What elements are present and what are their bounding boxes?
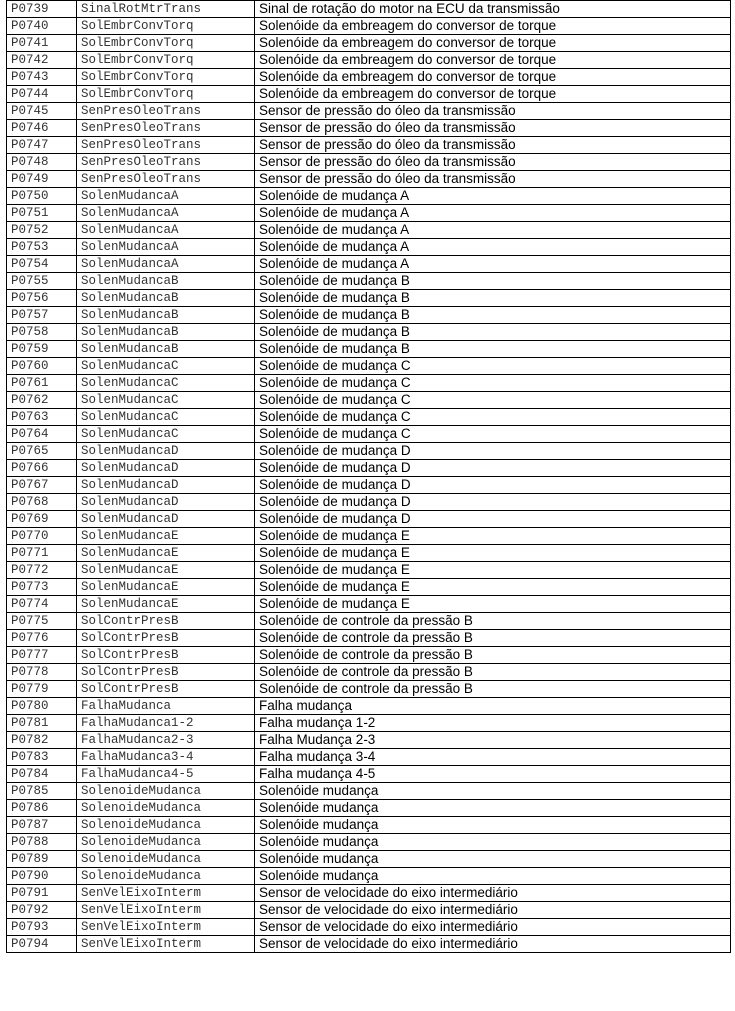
dtc-description-cell: Sensor de velocidade do eixo intermediário	[255, 936, 731, 953]
table-row	[7, 69, 731, 86]
dtc-code-cell: P0747	[7, 137, 77, 154]
table-row	[7, 188, 731, 205]
table-row	[7, 511, 731, 528]
dtc-code-cell: P0775	[7, 613, 77, 630]
dtc-abbreviation-cell: SolenMudancaE	[77, 596, 255, 613]
dtc-code-cell: P0784	[7, 766, 77, 783]
table-row	[7, 579, 731, 596]
dtc-description-cell: Solenóide de mudança C	[255, 358, 731, 375]
dtc-abbreviation-cell: SenPresOleoTrans	[77, 120, 255, 137]
dtc-code-cell: P0754	[7, 256, 77, 273]
dtc-abbreviation-cell: SenVelEixoInterm	[77, 936, 255, 953]
dtc-description-cell: Solenóide da embreagem do conversor de torque	[255, 18, 731, 35]
dtc-description-cell: Solenóide de mudança E	[255, 545, 731, 562]
dtc-description-cell: Solenóide mudança	[255, 800, 731, 817]
table-row	[7, 273, 731, 290]
dtc-abbreviation-cell: SolenMudancaC	[77, 392, 255, 409]
dtc-description-cell: Sensor de pressão do óleo da transmissão	[255, 171, 731, 188]
dtc-code-cell: P0759	[7, 341, 77, 358]
dtc-abbreviation-cell: SolContrPresB	[77, 647, 255, 664]
dtc-code-cell: P0761	[7, 375, 77, 392]
table-row	[7, 477, 731, 494]
dtc-code-cell: P0771	[7, 545, 77, 562]
dtc-abbreviation-cell: SolenMudancaE	[77, 579, 255, 596]
dtc-description-cell: Solenóide de mudança D	[255, 443, 731, 460]
dtc-code-cell: P0760	[7, 358, 77, 375]
dtc-code-cell: P0740	[7, 18, 77, 35]
dtc-code-cell: P0756	[7, 290, 77, 307]
table-row	[7, 817, 731, 834]
dtc-description-cell: Solenóide mudança	[255, 851, 731, 868]
table-row	[7, 154, 731, 171]
dtc-description-cell: Falha mudança 1-2	[255, 715, 731, 732]
dtc-description-cell: Solenóide de controle da pressão B	[255, 664, 731, 681]
dtc-code-cell: P0781	[7, 715, 77, 732]
dtc-abbreviation-cell: SenVelEixoInterm	[77, 902, 255, 919]
dtc-code-cell: P0786	[7, 800, 77, 817]
dtc-abbreviation-cell: SolenoideMudanca	[77, 868, 255, 885]
dtc-code-cell: P0757	[7, 307, 77, 324]
dtc-description-cell: Solenóide de mudança D	[255, 494, 731, 511]
dtc-code-cell: P0763	[7, 409, 77, 426]
dtc-abbreviation-cell: SenVelEixoInterm	[77, 885, 255, 902]
dtc-description-cell: Sensor de velocidade do eixo intermediário	[255, 885, 731, 902]
dtc-description-cell: Solenóide mudança	[255, 783, 731, 800]
dtc-description-cell: Solenóide de mudança B	[255, 290, 731, 307]
table-row	[7, 171, 731, 188]
dtc-code-cell: P0743	[7, 69, 77, 86]
dtc-abbreviation-cell: SolenoideMudanca	[77, 800, 255, 817]
dtc-code-cell: P0787	[7, 817, 77, 834]
dtc-description-cell: Solenóide de mudança A	[255, 239, 731, 256]
dtc-description-cell: Solenóide de mudança B	[255, 324, 731, 341]
table-row	[7, 239, 731, 256]
dtc-abbreviation-cell: SolenMudancaC	[77, 409, 255, 426]
dtc-abbreviation-cell: SolContrPresB	[77, 681, 255, 698]
dtc-abbreviation-cell: SolenMudancaB	[77, 324, 255, 341]
dtc-description-cell: Solenóide da embreagem do conversor de torque	[255, 52, 731, 69]
dtc-description-cell: Solenóide mudança	[255, 868, 731, 885]
dtc-abbreviation-cell: SolContrPresB	[77, 664, 255, 681]
dtc-abbreviation-cell: SolContrPresB	[77, 613, 255, 630]
table-row	[7, 222, 731, 239]
dtc-abbreviation-cell: SolenMudancaC	[77, 426, 255, 443]
dtc-description-cell: Solenóide de mudança E	[255, 579, 731, 596]
dtc-description-cell: Solenóide de mudança E	[255, 596, 731, 613]
dtc-abbreviation-cell: SolenMudancaA	[77, 239, 255, 256]
table-row	[7, 902, 731, 919]
table-row	[7, 494, 731, 511]
dtc-code-cell: P0739	[7, 1, 77, 18]
dtc-abbreviation-cell: FalhaMudanca3-4	[77, 749, 255, 766]
table-row	[7, 783, 731, 800]
dtc-description-cell: Solenóide de mudança B	[255, 341, 731, 358]
table-row	[7, 358, 731, 375]
dtc-abbreviation-cell: SolenMudancaB	[77, 273, 255, 290]
dtc-description-cell: Solenóide de mudança A	[255, 205, 731, 222]
dtc-abbreviation-cell: SolenMudancaD	[77, 443, 255, 460]
table-row	[7, 52, 731, 69]
table-row	[7, 324, 731, 341]
table-row	[7, 86, 731, 103]
dtc-description-cell: Solenóide de mudança A	[255, 256, 731, 273]
dtc-abbreviation-cell: SolenMudancaD	[77, 494, 255, 511]
dtc-abbreviation-cell: SolEmbrConvTorq	[77, 86, 255, 103]
dtc-code-cell: P0751	[7, 205, 77, 222]
table-row	[7, 596, 731, 613]
table-row	[7, 919, 731, 936]
dtc-abbreviation-cell: SolenMudancaE	[77, 562, 255, 579]
dtc-description-cell: Solenóide de controle da pressão B	[255, 647, 731, 664]
dtc-abbreviation-cell: SolEmbrConvTorq	[77, 69, 255, 86]
dtc-code-cell: P0792	[7, 902, 77, 919]
dtc-abbreviation-cell: SenPresOleoTrans	[77, 154, 255, 171]
dtc-code-cell: P0762	[7, 392, 77, 409]
dtc-code-cell: P0789	[7, 851, 77, 868]
table-row	[7, 205, 731, 222]
dtc-code-cell: P0776	[7, 630, 77, 647]
dtc-code-cell: P0741	[7, 35, 77, 52]
dtc-abbreviation-cell: SolContrPresB	[77, 630, 255, 647]
table-row	[7, 392, 731, 409]
dtc-description-cell: Solenóide de mudança C	[255, 426, 731, 443]
dtc-code-cell: P0752	[7, 222, 77, 239]
dtc-abbreviation-cell: SolenMudancaD	[77, 460, 255, 477]
dtc-abbreviation-cell: SolenMudancaA	[77, 256, 255, 273]
dtc-description-cell: Solenóide de mudança D	[255, 511, 731, 528]
table-row	[7, 256, 731, 273]
dtc-code-cell: P0765	[7, 443, 77, 460]
table-row	[7, 1, 731, 18]
table-row	[7, 800, 731, 817]
table-row	[7, 443, 731, 460]
table-row	[7, 409, 731, 426]
dtc-code-cell: P0755	[7, 273, 77, 290]
table-row	[7, 698, 731, 715]
dtc-description-cell: Solenóide de mudança D	[255, 460, 731, 477]
dtc-description-cell: Solenóide da embreagem do conversor de torque	[255, 69, 731, 86]
dtc-code-cell: P0774	[7, 596, 77, 613]
dtc-abbreviation-cell: SinalRotMtrTrans	[77, 1, 255, 18]
table-row	[7, 868, 731, 885]
dtc-abbreviation-cell: SolenMudancaD	[77, 511, 255, 528]
dtc-abbreviation-cell: SolenoideMudanca	[77, 834, 255, 851]
table-row	[7, 647, 731, 664]
dtc-description-cell: Falha Mudança 2-3	[255, 732, 731, 749]
dtc-code-cell: P0783	[7, 749, 77, 766]
dtc-description-cell: Falha mudança	[255, 698, 731, 715]
table-row	[7, 545, 731, 562]
dtc-abbreviation-cell: SolenMudancaB	[77, 307, 255, 324]
dtc-abbreviation-cell: SolenoideMudanca	[77, 817, 255, 834]
dtc-description-cell: Solenóide de mudança B	[255, 307, 731, 324]
dtc-description-cell: Sensor de pressão do óleo da transmissão	[255, 137, 731, 154]
dtc-description-cell: Solenóide mudança	[255, 834, 731, 851]
table-row	[7, 426, 731, 443]
dtc-abbreviation-cell: SolenoideMudanca	[77, 851, 255, 868]
dtc-code-cell: P0778	[7, 664, 77, 681]
dtc-description-cell: Solenóide mudança	[255, 817, 731, 834]
dtc-code-cell: P0780	[7, 698, 77, 715]
dtc-code-cell: P0791	[7, 885, 77, 902]
table-row	[7, 715, 731, 732]
dtc-abbreviation-cell: FalhaMudanca2-3	[77, 732, 255, 749]
dtc-code-cell: P0744	[7, 86, 77, 103]
dtc-description-cell: Solenóide da embreagem do conversor de torque	[255, 86, 731, 103]
table-row	[7, 936, 731, 953]
dtc-code-cell: P0793	[7, 919, 77, 936]
dtc-abbreviation-cell: SolenMudancaC	[77, 358, 255, 375]
dtc-code-cell: P0770	[7, 528, 77, 545]
table-row	[7, 681, 731, 698]
dtc-description-cell: Solenóide de mudança E	[255, 528, 731, 545]
dtc-description-cell: Sensor de pressão do óleo da transmissão	[255, 154, 731, 171]
dtc-description-cell: Sinal de rotação do motor na ECU da transmissão	[255, 1, 731, 18]
dtc-description-cell: Sensor de pressão do óleo da transmissão	[255, 120, 731, 137]
dtc-code-cell: P0788	[7, 834, 77, 851]
dtc-description-cell: Solenóide de mudança C	[255, 392, 731, 409]
dtc-abbreviation-cell: SolEmbrConvTorq	[77, 18, 255, 35]
table-row	[7, 460, 731, 477]
table-row	[7, 749, 731, 766]
dtc-description-cell: Solenóide de mudança C	[255, 409, 731, 426]
dtc-code-cell: P0758	[7, 324, 77, 341]
dtc-code-cell: P0769	[7, 511, 77, 528]
dtc-abbreviation-cell: SolenMudancaA	[77, 222, 255, 239]
table-row	[7, 18, 731, 35]
table-row	[7, 103, 731, 120]
dtc-code-cell: P0750	[7, 188, 77, 205]
dtc-description-cell: Solenóide de controle da pressão B	[255, 613, 731, 630]
dtc-code-cell: P0748	[7, 154, 77, 171]
dtc-abbreviation-cell: SolenMudancaA	[77, 205, 255, 222]
dtc-code-cell: P0746	[7, 120, 77, 137]
table-row	[7, 290, 731, 307]
dtc-code-cell: P0767	[7, 477, 77, 494]
dtc-description-cell: Solenóide de mudança A	[255, 188, 731, 205]
dtc-abbreviation-cell: SenVelEixoInterm	[77, 919, 255, 936]
dtc-abbreviation-cell: FalhaMudanca1-2	[77, 715, 255, 732]
dtc-abbreviation-cell: FalhaMudanca4-5	[77, 766, 255, 783]
dtc-description-cell: Solenóide de mudança A	[255, 222, 731, 239]
table-row	[7, 35, 731, 52]
dtc-code-cell: P0764	[7, 426, 77, 443]
table-row	[7, 732, 731, 749]
dtc-abbreviation-cell: SolEmbrConvTorq	[77, 35, 255, 52]
dtc-code-cell: P0782	[7, 732, 77, 749]
dtc-description-cell: Falha mudança 3-4	[255, 749, 731, 766]
dtc-description-cell: Solenóide de controle da pressão B	[255, 681, 731, 698]
dtc-code-cell: P0742	[7, 52, 77, 69]
dtc-code-cell: P0777	[7, 647, 77, 664]
table-row	[7, 613, 731, 630]
dtc-abbreviation-cell: SenPresOleoTrans	[77, 137, 255, 154]
dtc-table	[6, 0, 731, 953]
dtc-description-cell: Sensor de pressão do óleo da transmissão	[255, 103, 731, 120]
dtc-abbreviation-cell: SolenMudancaD	[77, 477, 255, 494]
dtc-code-cell: P0766	[7, 460, 77, 477]
dtc-code-cell: P0745	[7, 103, 77, 120]
dtc-abbreviation-cell: SolenMudancaE	[77, 545, 255, 562]
table-row	[7, 341, 731, 358]
dtc-code-cell: P0779	[7, 681, 77, 698]
dtc-abbreviation-cell: SenPresOleoTrans	[77, 103, 255, 120]
dtc-code-cell: P0753	[7, 239, 77, 256]
dtc-description-cell: Solenóide de mudança C	[255, 375, 731, 392]
table-row	[7, 137, 731, 154]
dtc-code-cell: P0794	[7, 936, 77, 953]
dtc-description-cell: Sensor de velocidade do eixo intermediário	[255, 919, 731, 936]
dtc-description-cell: Sensor de velocidade do eixo intermediário	[255, 902, 731, 919]
table-row	[7, 375, 731, 392]
dtc-description-cell: Solenóide de mudança B	[255, 273, 731, 290]
dtc-code-cell: P0790	[7, 868, 77, 885]
dtc-abbreviation-cell: FalhaMudanca	[77, 698, 255, 715]
dtc-description-cell: Falha mudança 4-5	[255, 766, 731, 783]
dtc-abbreviation-cell: SolenMudancaC	[77, 375, 255, 392]
table-row	[7, 307, 731, 324]
table-row	[7, 120, 731, 137]
table-row	[7, 885, 731, 902]
dtc-description-cell: Solenóide de mudança E	[255, 562, 731, 579]
dtc-code-cell: P0768	[7, 494, 77, 511]
table-row	[7, 834, 731, 851]
table-row	[7, 766, 731, 783]
dtc-code-cell: P0785	[7, 783, 77, 800]
dtc-abbreviation-cell: SolenMudancaA	[77, 188, 255, 205]
table-row	[7, 630, 731, 647]
dtc-abbreviation-cell: SenPresOleoTrans	[77, 171, 255, 188]
dtc-abbreviation-cell: SolenoideMudanca	[77, 783, 255, 800]
dtc-abbreviation-cell: SolenMudancaB	[77, 341, 255, 358]
dtc-code-cell: P0773	[7, 579, 77, 596]
dtc-code-cell: P0772	[7, 562, 77, 579]
dtc-abbreviation-cell: SolenMudancaE	[77, 528, 255, 545]
dtc-description-cell: Solenóide da embreagem do conversor de torque	[255, 35, 731, 52]
dtc-table-body	[7, 1, 731, 953]
table-row	[7, 664, 731, 681]
dtc-description-cell: Solenóide de mudança D	[255, 477, 731, 494]
dtc-abbreviation-cell: SolEmbrConvTorq	[77, 52, 255, 69]
table-row	[7, 851, 731, 868]
table-row	[7, 562, 731, 579]
dtc-code-cell: P0749	[7, 171, 77, 188]
dtc-abbreviation-cell: SolenMudancaB	[77, 290, 255, 307]
table-row	[7, 528, 731, 545]
dtc-description-cell: Solenóide de controle da pressão B	[255, 630, 731, 647]
